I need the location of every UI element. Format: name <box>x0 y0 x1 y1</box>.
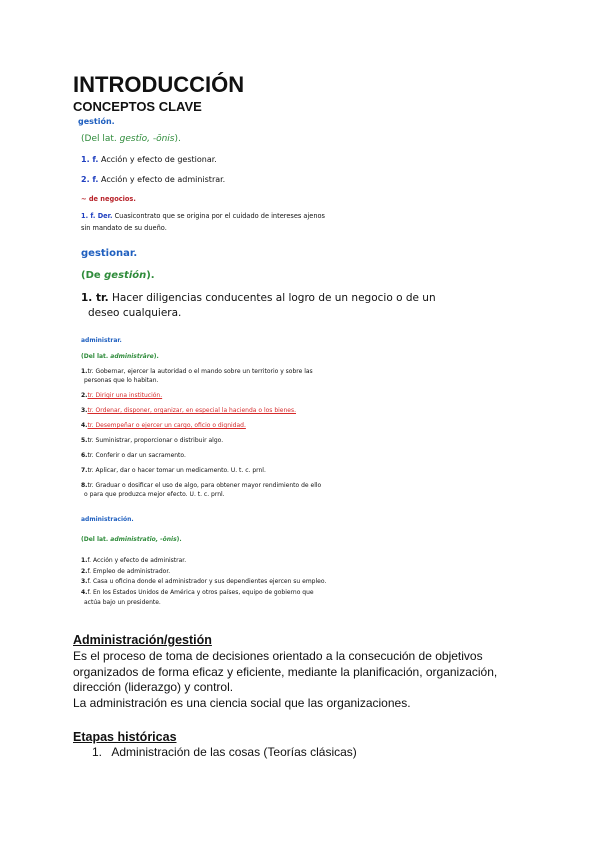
def-number: 4. <box>81 588 88 596</box>
administrar-def-1-cont: personas que lo habitan. <box>84 377 159 384</box>
def-number: 1. f. Der. <box>81 212 113 220</box>
def-text: f. Acción y efecto de administrar. <box>87 557 187 564</box>
def-text: tr. Suministrar, proporcionar o distribuir algo. <box>87 437 224 444</box>
def-number: 2. f. <box>81 175 99 184</box>
def-text: tr. Aplicar, dar o hacer tomar un medicamento. U. t. c. prnl. <box>87 467 266 474</box>
def-text: f. Casa u oficina donde el administrador y sus dependientes ejercen su empleo. <box>87 578 327 585</box>
entry-gestionar-head: gestionar. <box>81 248 138 259</box>
entry-administrar-etym <box>81 353 159 360</box>
def-number: 1. <box>81 557 88 564</box>
def-text: tr. Conferir o dar un sacramento. <box>87 452 186 459</box>
administrar-def-5 <box>81 437 223 444</box>
administracion-def-4 <box>81 589 314 596</box>
administracion-def-4-cont: actúa bajo un presidente. <box>84 599 161 606</box>
administracion-def-3 <box>81 578 326 585</box>
section-title-etapas: Etapas históricas <box>73 730 177 744</box>
entry-administracion-etym <box>81 536 182 543</box>
def-text: tr. Desempeñar o ejercer un cargo, oficio o dignidad. <box>87 422 246 429</box>
administrar-def-1 <box>81 368 313 375</box>
entry-gestion-phrase: ~ de negocios. <box>81 195 136 203</box>
etym-close: ). <box>174 134 181 144</box>
entry-gestionar-def1-cont: deseo cualquiera. <box>88 307 182 319</box>
def-number: 3. <box>81 407 88 414</box>
def-text: tr. Gobernar, ejercer la autoridad o el mando sobre un territorio y sobre las <box>87 368 313 375</box>
def-number: 1. <box>81 368 88 375</box>
etym-close: ). <box>146 270 155 281</box>
etym-prefix: (Del lat. <box>81 134 117 144</box>
def-number: 1. f. <box>81 155 99 164</box>
paragraph-line: Es el proceso de toma de decisiones orientado a la consecución de objetivos <box>73 649 483 663</box>
administrar-def-3 <box>81 407 296 414</box>
etym-close: ). <box>153 353 159 360</box>
def-number: 2. <box>81 567 88 575</box>
etym-word: gestĭo, -ōnis <box>119 134 175 144</box>
def-text: f. Empleo de administrador. <box>87 567 171 575</box>
administrar-def-7 <box>81 467 266 474</box>
entry-gestion-def2 <box>81 175 225 184</box>
section-paragraph <box>73 649 497 711</box>
def-number: 5. <box>81 437 88 444</box>
def-number: 2. <box>81 392 88 399</box>
def-text: tr. Graduar o dosificar el uso de algo, para obtener mayor rendimiento de ello <box>87 482 322 489</box>
page-subtitle: CONCEPTOS CLAVE <box>73 99 202 114</box>
def-text: Acción y efecto de gestionar. <box>101 155 217 164</box>
entry-gestion-head: gestión. <box>78 117 115 126</box>
etym-prefix: (De <box>81 270 101 281</box>
paragraph-line: La administración es una ciencia social que las organizaciones. <box>73 695 411 710</box>
administrar-def-4 <box>81 422 246 429</box>
list-text: Administración de las cosas (Teorías clásicas) <box>111 745 357 759</box>
def-text: Cuasicontrato que se origina por el cuidado de intereses ajenos <box>114 212 325 220</box>
def-text: Hacer diligencias conducentes al logro de un negocio o de un <box>111 292 436 304</box>
administrar-def-8 <box>81 482 321 489</box>
entry-gestion-def1 <box>81 155 217 164</box>
def-number: 1. tr. <box>81 292 109 304</box>
entry-administrar-head: administrar. <box>81 337 122 344</box>
def-number: 8. <box>81 482 88 489</box>
paragraph-line: dirección (liderazgo) y control. <box>73 680 234 694</box>
entry-gestion-etym <box>81 134 181 144</box>
def-text: tr. Ordenar, disponer, organizar, en especial la hacienda o los bienes. <box>87 407 297 414</box>
entry-gestion-def3-cont: sin mandato de su dueño. <box>81 224 167 232</box>
entry-administracion-head: administración. <box>81 516 134 523</box>
def-text: f. En los Estados Unidos de América y otros países, equipo de gobierno que <box>87 588 314 596</box>
etym-prefix: (Del lat. <box>81 353 109 360</box>
def-number: 7. <box>81 467 88 474</box>
etym-word: administratĭo, -ōnis <box>110 536 177 543</box>
administracion-def-1 <box>81 557 186 564</box>
etapas-list-item <box>92 745 357 761</box>
entry-gestionar-etym <box>81 270 155 281</box>
entry-gestionar-def1 <box>81 292 436 304</box>
administrar-def-2 <box>81 392 162 399</box>
def-text: Acción y efecto de administrar. <box>101 175 226 184</box>
administrar-def-8-cont: o para que produzca mejor efecto. U. t. c. prnl. <box>84 491 225 498</box>
def-number: 4. <box>81 422 88 429</box>
list-number: 1. <box>92 745 103 759</box>
administrar-def-6 <box>81 452 186 459</box>
etym-word: gestión <box>104 270 147 281</box>
entry-gestion-def3 <box>81 212 325 220</box>
def-text: tr. Dirigir una institución. <box>87 392 163 399</box>
page-title: INTRODUCCIÓN <box>73 72 245 97</box>
etym-close: ). <box>176 536 182 543</box>
administracion-def-2 <box>81 568 170 575</box>
def-number: 6. <box>81 452 88 459</box>
section-title-administracion: Administración/gestión <box>73 633 212 647</box>
etym-prefix: (Del lat. <box>81 536 109 543</box>
paragraph-line: organizados de forma eficaz y eficiente, mediante la planificación, organización, <box>73 664 498 679</box>
def-number: 3. <box>81 578 88 585</box>
etym-word: administrāre <box>110 353 154 360</box>
